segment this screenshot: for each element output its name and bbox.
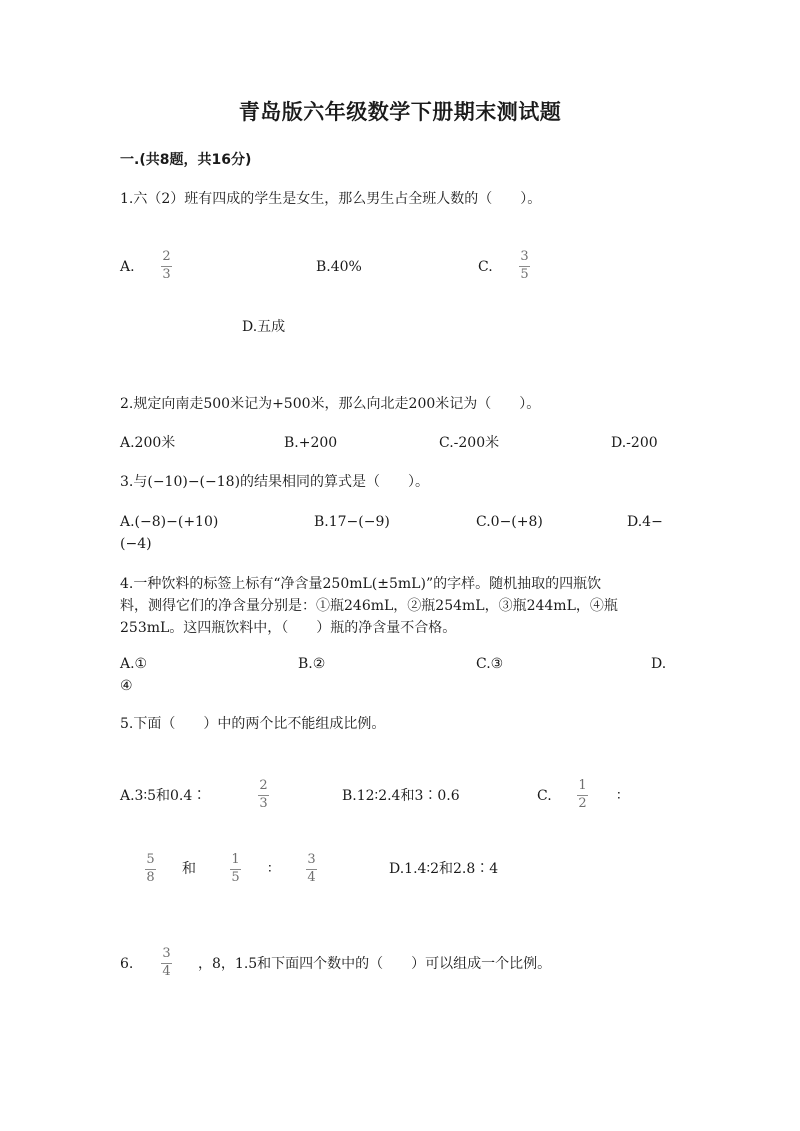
denominator: 3 — [162, 267, 171, 282]
denominator: 2 — [578, 796, 587, 811]
question-4-line-1: 4.一种饮料的标签上标有“净含量250mL(±5mL)”的字样。随机抽取的四瓶饮 — [120, 576, 602, 592]
q1-option-d: D.五成 — [242, 319, 286, 335]
q5-c-and: 和 — [182, 861, 196, 877]
numerator: 3 — [520, 249, 529, 264]
q3-option-c: C.0−(+8) — [476, 514, 543, 530]
denominator: 5 — [231, 870, 240, 885]
q5-option-d: D.1.4∶2和2.8∶4 — [389, 861, 499, 877]
q5-c-fraction-3 — [306, 853, 317, 885]
denominator: 8 — [146, 870, 155, 885]
q3-option-b: B.17−(−9) — [314, 514, 390, 530]
q1-option-b: B.40% — [316, 259, 362, 275]
q1-option-a-label: A. — [120, 259, 135, 275]
numerator: 2 — [259, 778, 268, 793]
q5-c-fraction-2 — [230, 853, 241, 885]
denominator: 4 — [307, 870, 316, 885]
question-6-label: 6. — [120, 956, 134, 972]
q3-option-d: D.4− — [627, 514, 663, 530]
q4-option-d: D. — [651, 656, 667, 672]
numerator: 2 — [162, 249, 171, 264]
q5-c-colon-2: ∶ — [268, 861, 272, 877]
q4-option-b: B.② — [298, 656, 326, 672]
numerator: 5 — [146, 852, 155, 867]
q4-option-a: A.① — [120, 656, 148, 672]
q5-option-a-text: A.3∶5和0.4∶ — [120, 788, 207, 804]
denominator: 3 — [259, 796, 268, 811]
q1-option-c-fraction — [519, 250, 530, 282]
denominator: 5 — [520, 267, 529, 282]
q5-option-a-fraction — [258, 779, 269, 811]
q6-fraction — [161, 947, 172, 979]
question-4-line-3: 253mL。这四瓶饮料中，（ ）瓶的净含量不合格。 — [120, 620, 457, 636]
q4-option-c: C.③ — [476, 656, 504, 672]
q3-option-a: A.(−8)−(+10) — [120, 514, 219, 530]
numerator: 3 — [162, 946, 171, 961]
numerator: 1 — [231, 852, 240, 867]
section-heading: 一.(共8题，共16分) — [120, 152, 252, 168]
q1-option-c-label: C. — [478, 259, 493, 275]
q5-option-c-label: C. — [537, 788, 552, 804]
q5-option-b: B.12∶2.4和3∶0.6 — [342, 788, 460, 804]
question-4-line-2: 料，测得它们的净含量分别是：①瓶246mL，②瓶254mL，③瓶244mL，④瓶 — [120, 598, 618, 614]
q5-c-fraction-1 — [145, 853, 156, 885]
page-title: 青岛版六年级数学下册期末测试题 — [238, 100, 562, 124]
q4-option-d-continued: ④ — [120, 678, 133, 694]
q5-option-c-fraction — [577, 779, 588, 811]
q2-option-d: D.-200 — [611, 435, 658, 451]
question-1-stem: 1.六（2）班有四成的学生是女生，那么男生占全班人数的（ ）。 — [120, 191, 542, 207]
question-5-stem: 5.下面（ ）中的两个比不能组成比例。 — [120, 716, 386, 732]
q1-option-a-fraction — [161, 250, 172, 282]
q2-option-b: B.+200 — [284, 435, 338, 451]
numerator: 3 — [307, 852, 316, 867]
numerator: 1 — [578, 778, 587, 793]
denominator: 4 — [162, 964, 171, 979]
q5-option-c-colon: ∶ — [617, 788, 621, 804]
q2-option-a: A.200米 — [120, 435, 176, 451]
q2-option-c: C.-200米 — [439, 435, 500, 451]
question-3-stem: 3.与(−10)−(−18)的结果相同的算式是（ ）。 — [120, 474, 430, 490]
question-6-stem: ，8，1.5和下面四个数中的（ ）可以组成一个比例。 — [198, 956, 552, 972]
question-2-stem: 2.规定向南走500米记为+500米，那么向北走200米记为（ ）。 — [120, 396, 541, 412]
q3-option-d-continued: (−4) — [120, 536, 152, 552]
